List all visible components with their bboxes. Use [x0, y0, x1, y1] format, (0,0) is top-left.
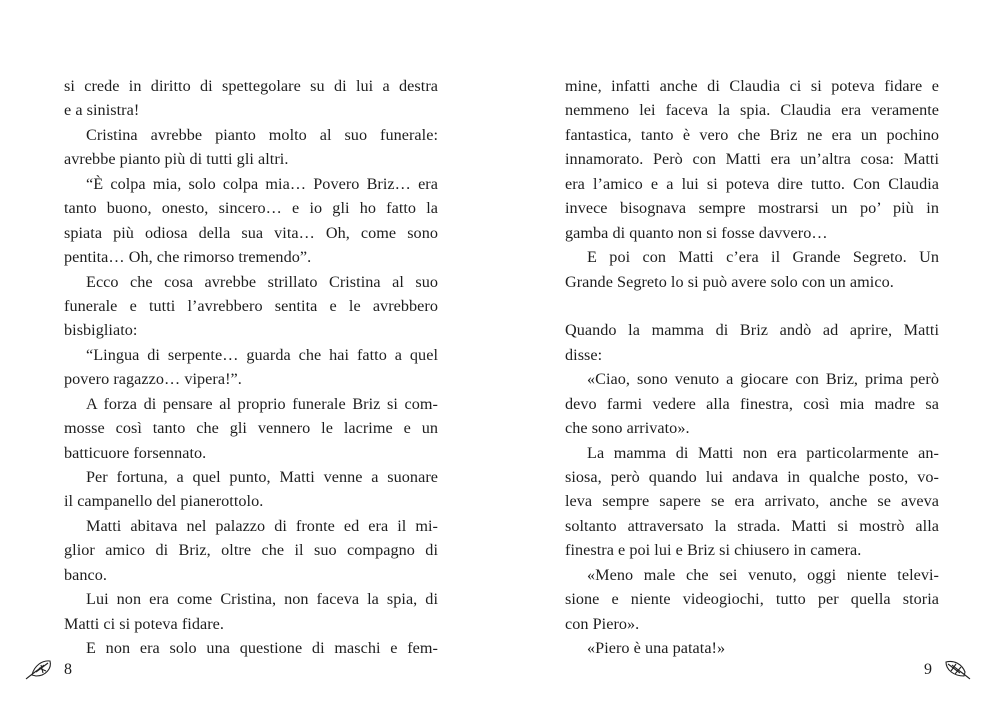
text-line: «Piero è una patata!» — [587, 639, 726, 658]
text-line: leva sempre sapere se era arrivato, anche se aveva — [565, 492, 939, 511]
text-line: gamba di quanto non si fosse davvero… — [565, 223, 828, 242]
text-line: soltanto attraversato la strada. Matti si mostrò alla — [565, 516, 939, 535]
text-line: «Meno male che sei venuto, oggi niente televi- — [587, 565, 939, 584]
text-line: Per fortuna, a quel punto, Matti venne a suonare — [86, 468, 438, 486]
right-page-footer — [924, 658, 972, 682]
text-line: avrebbe pianto più di tutti gli altri. — [64, 150, 289, 169]
text-line: A forza di pensare al proprio funerale Briz si com- — [86, 394, 438, 413]
page-number-right: 9 — [924, 661, 932, 678]
text-line: povero ragazzo… vipera!”. — [64, 370, 242, 389]
text-line: innamorato. Però con Matti era un’altra cosa: Matti — [565, 150, 939, 169]
text-line: Matti abitava nel palazzo di fronte ed era il mi- — [86, 516, 438, 535]
left-page-footer — [24, 658, 72, 682]
text-line: disse: — [565, 345, 603, 364]
text-line: invece bisognava sempre mostrarsi un po’ più in — [565, 199, 939, 218]
text-line: devo farmi vedere alla finestra, così mia madre sa — [565, 394, 939, 413]
text-line: il campanello del pianerottolo. — [64, 492, 264, 511]
leaf-icon — [24, 658, 54, 682]
text-line: sione e niente videogiochi, tutto per quella storia — [565, 590, 939, 609]
text-line: Matti ci si poteva fidare. — [64, 614, 224, 633]
text-line: Lui non era come Cristina, non faceva la spia, di — [86, 590, 438, 609]
text-line: siosa, però quando lui andava in qualche posto, vo- — [565, 468, 939, 486]
text-line: glior amico di Briz, oltre che il suo compagno di — [64, 541, 438, 560]
text-line: «Ciao, sono venuto a giocare con Briz, prima però — [587, 370, 939, 389]
text-line: Grande Segreto lo si può avere solo con un amico. — [565, 272, 894, 291]
text-line: mine, infatti anche di Claudia ci si poteva fidare e — [565, 77, 939, 95]
text-line: pentita… Oh, che rimorso tremendo”. — [64, 248, 312, 267]
text-line: “È colpa mia, solo colpa mia… Povero Briz… era — [86, 174, 438, 193]
text-line: si crede in diritto di spettegolare su di lui a destra — [64, 77, 438, 95]
text-line: funerale e tutti l’avrebbero sentita e le avrebbero — [64, 296, 438, 315]
page-number-left: 8 — [64, 661, 72, 678]
left-page-text — [64, 74, 438, 661]
text-line: E poi con Matti c’era il Grande Segreto. Un — [587, 248, 939, 267]
text-line: banco. — [64, 565, 107, 584]
text-line: E non era solo una questione di maschi e fem- — [86, 639, 438, 658]
text-line: batticuore forsennato. — [64, 443, 207, 462]
text-line: fantastica, tanto è vero che Briz ne era un pochino — [565, 125, 939, 144]
right-page-text — [565, 74, 939, 661]
text-line: finestra e poi lui e Briz si chiusero in camera. — [565, 541, 862, 560]
leaf-icon — [942, 658, 972, 682]
text-line: Quando la mamma di Briz andò ad aprire, Matti — [565, 321, 939, 340]
text-line: “Lingua di serpente… guarda che hai fatto a quel — [86, 345, 438, 364]
text-line: con Piero». — [565, 614, 640, 633]
text-line: tanto buono, onesto, sincero… e io gli ho fatto la — [64, 199, 438, 218]
text-line: era l’amico e a lui si poteva dire tutto. Con Claudia — [565, 174, 939, 193]
text-line: Cristina avrebbe pianto molto al suo funerale: — [86, 125, 438, 144]
text-line: che sono arrivato». — [565, 419, 690, 438]
text-line: La mamma di Matti non era particolarmente an- — [587, 443, 939, 462]
text-line: bisbigliato: — [64, 321, 138, 340]
text-line: nemmeno lei faceva la spia. Claudia era veramente — [565, 101, 939, 120]
text-line: e a sinistra! — [64, 101, 140, 120]
text-line: Ecco che cosa avrebbe strillato Cristina al suo — [86, 272, 438, 291]
blank-line — [565, 294, 939, 318]
text-line: mosse così tanto che gli vennero le lacrime e un — [64, 419, 438, 438]
text-line: spiata più odiosa della sua vita… Oh, come sono — [64, 223, 438, 242]
